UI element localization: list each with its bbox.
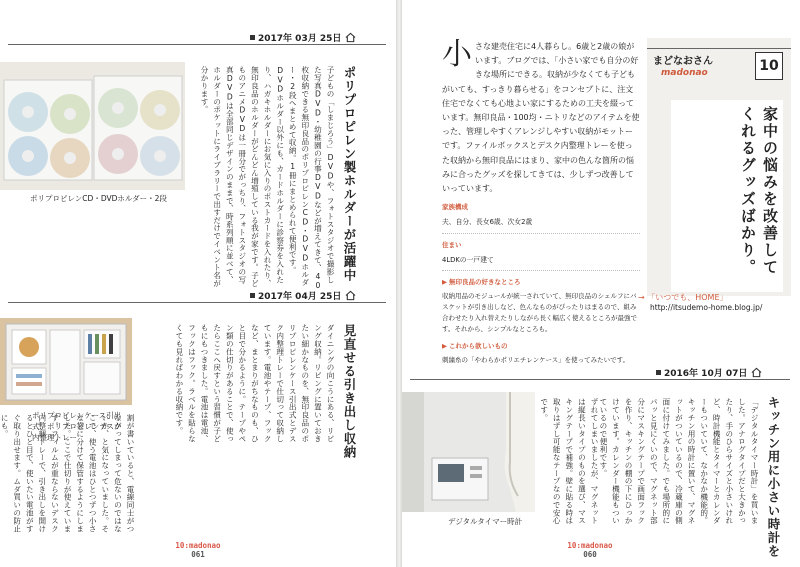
left-page	[0, 0, 396, 567]
dvd-holder-photo	[0, 62, 185, 190]
timer-caption: デジタルタイマー時計	[448, 517, 523, 526]
right-page	[402, 0, 800, 567]
home-value: 4LDKの一戸建て	[442, 253, 640, 271]
date-marker-icon	[250, 35, 255, 40]
family-label: 家族構成	[442, 203, 468, 212]
family-value: 夫、自分、長女6歳、次女2歳	[442, 215, 640, 233]
right-folio	[560, 541, 620, 559]
triangle-bullet-icon: ▶	[442, 278, 447, 287]
profile-panel	[647, 38, 791, 296]
page-number: 061	[191, 550, 205, 559]
top-date-rule	[8, 44, 386, 45]
bottom-article-date: 2017年 04月 25日	[250, 289, 356, 302]
wants-label: これから欲しいもの	[449, 342, 508, 351]
right-article-body2: ずれてしまいましたが、マグネットは縦長いタイプのものを選び、マスキングテープで補強。壁に貼る時は取りはずし可能なテープなので安心です。	[539, 398, 599, 525]
intro-block	[442, 37, 640, 366]
drawer-photo	[0, 318, 132, 405]
likes-text: 収納用品のモジュールが統一されていて、無印良品のシェルフにバスケットが引き出しなど、色んなものがぴったりはまるので、組み合わせたり入れ替えたりしながら長く幅広く使えるところが最強です。それから、シンプルなところも。	[442, 292, 637, 334]
drawer-caption: ポリプロピレンケース引出式、ポリプロピレンデスク内整理トレー	[32, 411, 122, 442]
profile-tagline: 家中の悩みを改善してくれるグッズばかり。	[671, 100, 783, 292]
left-folio	[168, 541, 228, 559]
intro-text: さな建売住宅に4人暮らし。6歳と2歳の娘がいます。ブログでは、「小さい家でも自分の好きな場所にできる。収納が少なくても子どもがいても、すっきり暮らせる」をコンセプトに、注文住宅でなくても心地よい家にするための工夫を綴っています。無印良品・100均・ニトリなどのアイテムを使った、管理しやすくアレンジしやすい収納がモットーです。ファイルボックスとデスク内整理トレーを使った収納から無印良品にはまり、家中の色んな箇所の悩みに合ったグッズを探してきては、少しずつ改善していっています。	[442, 42, 640, 194]
timer-photo	[402, 392, 535, 512]
folio-series: 10:madonao	[175, 541, 221, 550]
house-icon	[345, 32, 356, 43]
home-label: 住まい	[442, 240, 462, 249]
bottom-article-body: ダイニングの向こうにある、リビング収納。リビングに置いておきたい細かなものを、無印良品のポリプロピレンケース引出式とデスク内整理トレーで仕切って収納しています。電池やテープ、フックなど、まとまりがちなものも、ひと目で分かるように。テープやペン類の仕切りがあることで、使ったらここへ戻すという習慣が子どもにもつきました。電池は電池、フックはフック。ラベルを貼らなくても見ればわかる収納です。	[174, 324, 335, 443]
date-marker-icon	[656, 370, 661, 375]
dropcap: 小	[442, 37, 472, 72]
triangle-bullet-icon: ▶	[442, 342, 447, 351]
dvd-holder-caption: ポリプロピレンCD・DVDホルダー・2段	[30, 194, 167, 203]
bottom-date-rule	[8, 302, 386, 303]
wants-text: 刺繍糸の「やわらかポリエチレンケース」を使ってみたいです。	[442, 356, 630, 365]
top-article-body: 子どもの「しまじろう」DVDや、フォトスタジオで撮影した写真DVD・幼稚園の行事DVDなどが増えてきて、40枚収納できる無印良品のポリプロピレンCD・DVDホルダー・2段へまとめて収納。1冊にまとめられて便利です。DVDホルダー以外にも、カードホルダーに診察券を入れたり、ハガキホルダーにお気に入りのポストカードを入れたり、無印良品のホルダーがどんどん増殖している我が家です。子どものアニメDVDは一冊分でがっちり、フォトスタジオの写真DVDは全部同じデザインのままで、時系列順に並べて、ホルダーのポケットにライブラリーで出すだけでイベント名が分かります。	[200, 66, 335, 291]
likes-label: 無印良品の好きなところ	[449, 278, 521, 287]
date-marker-icon	[250, 293, 255, 298]
blog-title: 「いつでも、HOME」	[647, 293, 728, 302]
page-number: 060	[583, 550, 597, 559]
bottom-article-body2: 割が書いていると、電線同士がつながってしまって危ないのではないか、と気になっていました。そこで、使う電池はひとつずつ小さな袋に分けて保管するようにしました。ここで仕切りが使えています。フィルムが重ならないデスク内整理トレーで、引き出しを開けるとひと目で、使いたい電池がすぐ取り出せます。ムダ買いの防止にも。	[0, 414, 135, 533]
profile-number-badge: 10	[755, 52, 783, 80]
house-icon	[345, 290, 356, 301]
right-article-headline: キッチン用に小さい時計を	[766, 396, 781, 558]
top-article-date: 2017年 03月 25日	[250, 31, 356, 44]
right-date-rule	[410, 379, 790, 380]
arrow-right-icon: →	[638, 293, 645, 302]
profile-rule	[647, 48, 791, 49]
blog-url-link[interactable]: http://itsudemo-home.blog.jp/	[650, 303, 763, 312]
house-icon	[751, 367, 762, 378]
folio-series: 10:madonao	[567, 541, 613, 550]
top-article-headline: ポリプロピレン製ホルダーが活躍中	[342, 66, 357, 282]
right-article-date: 2016年 10月 07日	[656, 366, 762, 379]
bottom-article-headline: 見直せる引き出し収納	[342, 324, 357, 459]
right-article-body: 「デジタルタイマー時計」を買いました。アナログタイプだと大きかったり、手のひらサイズと小さいけれど、時計機能とタイマーとカレンダーもついていて、なかなか機能的。キッチン用の時計に置いて、マグネットがついているので、冷蔵庫の側面に付けてみました。でも場所的にパッと見にくいので、マグネット部分にマスキングテープで画面フックを作り、キッチンの棚の下にひっかけています。カレンダー機能もついているので便利です。	[598, 398, 759, 525]
profile-name: まどなおさん	[653, 56, 713, 67]
profile-romaji: madonao	[661, 68, 708, 78]
